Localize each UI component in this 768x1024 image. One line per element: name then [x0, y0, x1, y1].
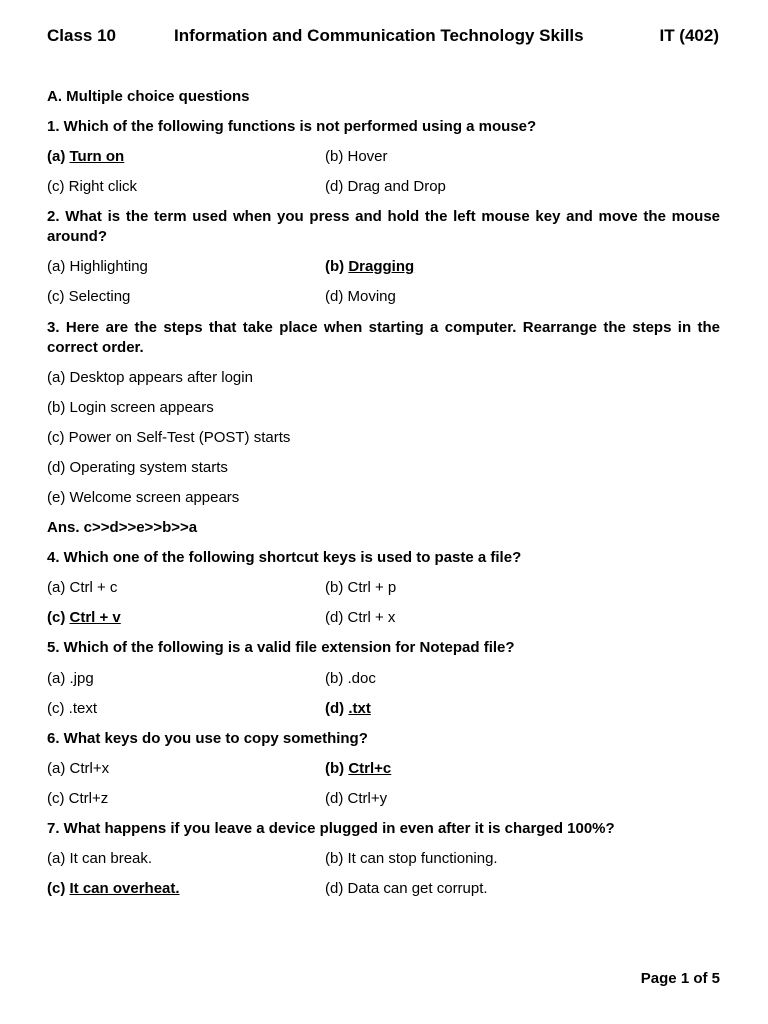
q7-option-c-prefix: (c): [47, 880, 70, 898]
q1-option-c: [47, 177, 325, 207]
q7-option-a-text: It can break.: [69, 850, 153, 868]
q3-step-b: (b) Login screen appears: [47, 398, 214, 416]
question-3: [47, 318, 720, 368]
q4-option-d-text: Ctrl + x: [347, 609, 396, 627]
q5-options-row-1: [47, 669, 720, 699]
q7-options-row-2: [47, 879, 720, 909]
q6-option-c-prefix: (c): [47, 789, 69, 807]
q5-option-a-prefix: (a): [47, 669, 70, 687]
q4-option-d: [325, 608, 395, 638]
q1-option-b-prefix: (b): [325, 148, 348, 166]
q1-option-a-text: Turn on: [69, 148, 125, 166]
q5-option-b: [325, 669, 376, 699]
q2-option-b: [325, 257, 414, 287]
q4-option-d-prefix: (d): [325, 609, 348, 627]
q3-step-c: (c) Power on Self-Test (POST) starts: [47, 428, 291, 446]
q7-options-row-1: [47, 849, 720, 879]
q1-option-c-text: Right click: [68, 178, 138, 196]
q4-option-b-prefix: (b): [325, 579, 348, 597]
q6-option-c-text: Ctrl+z: [68, 789, 109, 807]
q5-options-row-2: [47, 699, 720, 729]
q1-option-a: [47, 147, 325, 177]
page-number: Page 1 of 5: [640, 970, 720, 987]
question-6: 6. What keys do you use to copy something?: [47, 729, 368, 747]
q1-option-d-prefix: (d): [325, 178, 348, 196]
q6-option-b: [325, 759, 391, 789]
q4-options-row-1: [47, 578, 720, 608]
q1-option-d-text: Drag and Drop: [347, 178, 446, 196]
q5-option-c: [47, 699, 325, 729]
q5-option-d-text: .txt: [348, 699, 371, 717]
q7-option-a: [47, 849, 325, 879]
q5-option-c-text: .text: [68, 699, 98, 717]
q1-option-d: [325, 177, 446, 207]
subject-code: IT (402): [659, 26, 719, 45]
q2-option-b-prefix: (b): [325, 258, 349, 276]
q4-option-c-text: Ctrl + v: [69, 609, 121, 627]
question-3-line-2: correct order.: [47, 338, 144, 356]
page-header: [47, 26, 719, 50]
q6-option-b-text: Ctrl+c: [348, 759, 392, 777]
q6-option-b-prefix: (b): [325, 759, 349, 777]
q6-option-a: [47, 759, 325, 789]
q1-option-b: [325, 147, 388, 177]
q6-options-row-1: [47, 759, 720, 789]
q7-option-c-text: It can overheat.: [69, 880, 180, 898]
q2-option-d-text: Moving: [347, 288, 396, 306]
q2-option-c-prefix: (c): [47, 288, 69, 306]
q4-options-row-2: [47, 608, 720, 638]
q2-option-a: [47, 257, 325, 287]
q4-option-b-text: Ctrl + p: [347, 579, 397, 597]
q5-option-d: [325, 699, 371, 729]
q4-option-c-prefix: (c): [47, 609, 70, 627]
q4-option-c: [47, 608, 325, 638]
q6-option-d: [325, 789, 387, 819]
q6-option-d-text: Ctrl+y: [347, 789, 388, 807]
question-5: 5. Which of the following is a valid file extension for Notepad file?: [47, 639, 515, 657]
q5-option-a-text: .jpg: [69, 669, 94, 687]
q2-options-row-1: [47, 257, 720, 287]
q7-option-c: [47, 879, 325, 909]
q6-options-row-2: [47, 789, 720, 819]
question-content: [47, 87, 720, 909]
q7-option-b-text: It can stop functioning.: [347, 850, 498, 868]
question-1: 1. Which of the following functions is not performed using a mouse?: [47, 118, 537, 136]
q7-option-b-prefix: (b): [325, 850, 348, 868]
section-heading: A. Multiple choice questions: [47, 88, 250, 105]
q7-option-b: [325, 849, 498, 879]
q1-option-b-text: Hover: [347, 148, 388, 166]
q7-option-d-prefix: (d): [325, 880, 348, 898]
class-label: Class 10: [47, 26, 116, 45]
q2-option-d: [325, 287, 396, 317]
q4-option-a-prefix: (a): [47, 579, 70, 597]
q3-step-e: (e) Welcome screen appears: [47, 488, 240, 506]
question-4: 4. Which one of the following shortcut keys is used to paste a file?: [47, 549, 522, 567]
q4-option-a: [47, 578, 325, 608]
q3-step-a: (a) Desktop appears after login: [47, 368, 253, 386]
question-3-line-1: 3. Here are the steps that take place when starting a computer. Rearrange the steps in the: [47, 318, 720, 336]
subject-title: Information and Communication Technology Skills: [174, 26, 584, 45]
q4-option-b: [325, 578, 396, 608]
q3-step-d: (d) Operating system starts: [47, 458, 228, 476]
q6-option-a-text: Ctrl+x: [69, 759, 110, 777]
q2-option-b-text: Dragging: [348, 258, 415, 276]
q2-option-a-text: Highlighting: [69, 258, 148, 276]
q7-option-d: [325, 879, 488, 909]
q1-option-c-prefix: (c): [47, 178, 69, 196]
q2-option-d-prefix: (d): [325, 288, 348, 306]
q2-option-c-text: Selecting: [68, 288, 131, 306]
q7-option-d-text: Data can get corrupt.: [347, 880, 488, 898]
q5-option-a: [47, 669, 325, 699]
q6-option-d-prefix: (d): [325, 789, 348, 807]
q1-options-row-2: [47, 177, 720, 207]
question-7: 7. What happens if you leave a device plugged in even after it is charged 100%?: [47, 819, 615, 837]
q5-option-b-text: .doc: [347, 669, 376, 687]
q6-option-a-prefix: (a): [47, 759, 70, 777]
q1-options-row-1: [47, 147, 720, 177]
question-2: [47, 207, 720, 257]
q7-option-a-prefix: (a): [47, 850, 70, 868]
q5-option-d-prefix: (d): [325, 699, 349, 717]
q2-option-c: [47, 287, 325, 317]
q3-answer: Ans. c>>d>>e>>b>>a: [47, 519, 198, 537]
q2-option-a-prefix: (a): [47, 258, 70, 276]
q5-option-b-prefix: (b): [325, 669, 348, 687]
question-2-line-2: around?: [47, 228, 107, 246]
q6-option-c: [47, 789, 325, 819]
q2-options-row-2: [47, 287, 720, 317]
question-2-line-1: 2. What is the term used when you press and hold the left mouse key and move the mouse: [47, 208, 720, 226]
q4-option-a-text: Ctrl + c: [69, 579, 118, 597]
q1-option-a-prefix: (a): [47, 148, 70, 166]
q5-option-c-prefix: (c): [47, 699, 69, 717]
